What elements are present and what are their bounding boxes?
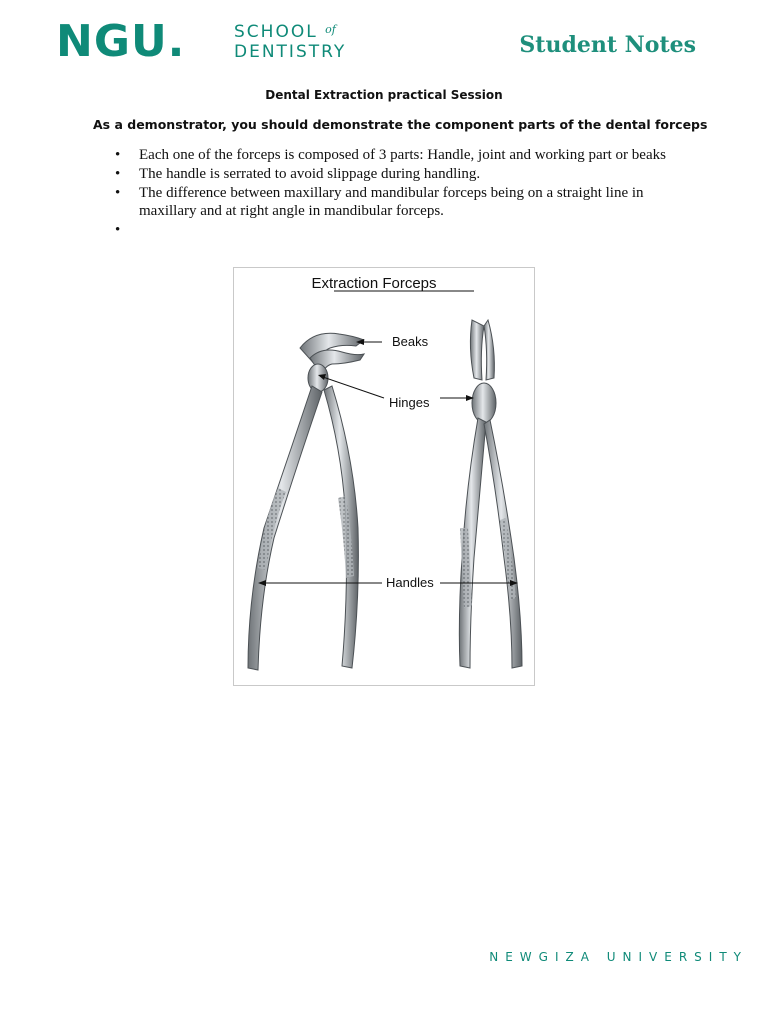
university-footer: NEWGIZA UNIVERSITY <box>489 950 748 964</box>
figure-title: Extraction Forceps <box>311 275 437 292</box>
bullet-text: Each one of the forceps is composed of 3 parts: Handle, joint and working part or beaks <box>139 147 666 163</box>
logo-of-word: of <box>325 23 336 36</box>
demonstrator-instruction: As a demonstrator, you should demonstrate the component parts of the dental forceps <box>93 117 708 132</box>
student-notes-title: Student Notes <box>519 32 696 58</box>
list-item <box>112 221 672 239</box>
bullet-icon: • <box>115 166 121 182</box>
bullet-text: The difference between maxillary and mandibular forceps being on a straight line in maxillary and at right angle in mandibular forceps. <box>139 185 644 219</box>
list-item <box>112 146 672 164</box>
bullet-list <box>112 146 672 240</box>
handles-label: Handles <box>386 575 434 590</box>
page-header <box>0 0 768 80</box>
hinges-label: Hinges <box>389 395 430 410</box>
session-title: Dental Extraction practical Session <box>265 88 503 102</box>
list-item <box>112 165 672 183</box>
bullet-icon: • <box>115 222 121 238</box>
logo-school-word: SCHOOL <box>234 22 318 42</box>
bullet-icon: • <box>115 185 121 201</box>
logo-dentistry-word: DENTISTRY <box>234 42 347 62</box>
school-of-dentistry-logo <box>234 22 346 62</box>
extraction-forceps-figure <box>233 267 535 686</box>
ngu-logo: NGU. <box>56 16 186 67</box>
bullet-text: The handle is serrated to avoid slippage during handling. <box>139 166 481 182</box>
bullet-icon: • <box>115 147 121 163</box>
beaks-label: Beaks <box>392 334 429 349</box>
mandibular-forceps <box>248 333 364 670</box>
maxillary-forceps <box>459 320 522 668</box>
forceps-illustration <box>234 268 534 685</box>
list-item <box>112 184 672 220</box>
